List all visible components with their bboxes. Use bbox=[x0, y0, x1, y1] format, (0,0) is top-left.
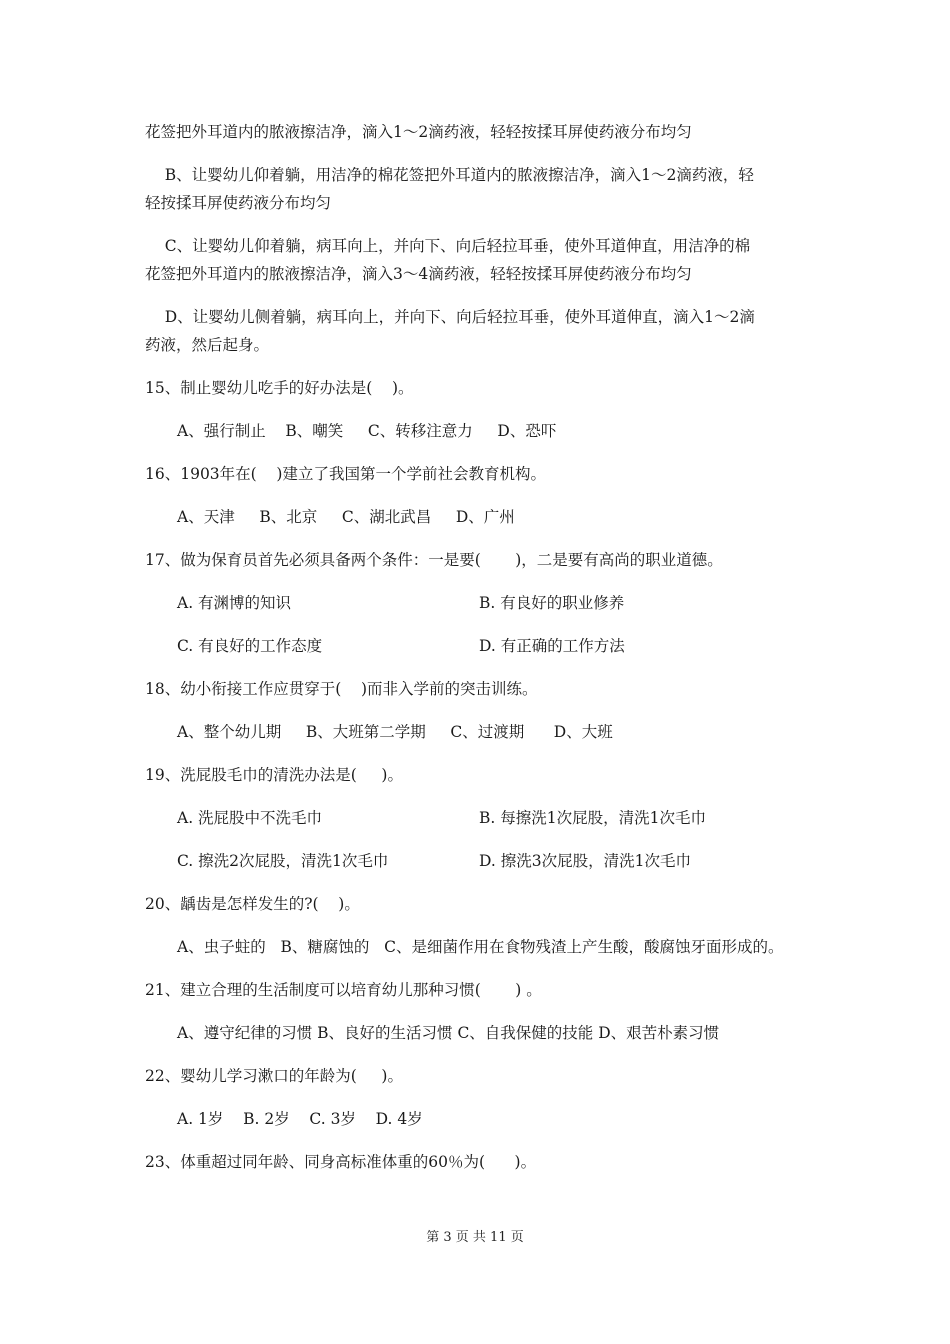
answer-option: A. 有渊博的知识 bbox=[177, 594, 292, 612]
paragraph-line: B、让婴幼儿仰着躺，用洁净的棉花签把外耳道内的脓液擦洁净，滴入1～2滴药液，轻 bbox=[145, 166, 754, 184]
question-stem: 20、龋齿是怎样发生的?( )。 bbox=[145, 895, 360, 913]
block-gap bbox=[145, 617, 825, 632]
block-gap bbox=[145, 746, 825, 761]
paragraph bbox=[145, 232, 825, 288]
question-stem: 18、幼小衔接工作应贯穿于( )而非入学前的突击训练。 bbox=[145, 680, 538, 698]
answer-option: C. 擦洗2次屁股，清洗1次毛巾 bbox=[177, 852, 389, 870]
block-gap bbox=[145, 1004, 825, 1019]
paragraph-line: 药液，然后起身。 bbox=[145, 336, 270, 354]
paragraph bbox=[145, 303, 825, 359]
block-gap bbox=[145, 875, 825, 890]
block-gap bbox=[145, 574, 825, 589]
block-gap bbox=[145, 146, 825, 161]
answer-option-row bbox=[145, 589, 825, 617]
block-gap bbox=[145, 918, 825, 933]
answer-option-row bbox=[145, 632, 825, 660]
page-content bbox=[145, 118, 825, 1176]
answer-options: A、天津 B、北京 C、湖北武昌 D、广州 bbox=[177, 508, 515, 526]
block-gap bbox=[145, 1133, 825, 1148]
question-stem: 17、做为保育员首先必须具备两个条件：一是要( )，二是要有高尚的职业道德。 bbox=[145, 551, 723, 569]
block-gap bbox=[145, 402, 825, 417]
answer-options: A、强行制止 B、嘲笑 C、转移注意力 D、恐吓 bbox=[177, 422, 557, 440]
block-gap bbox=[145, 961, 825, 976]
answer-option: D. 擦洗3次屁股，清洗1次毛巾 bbox=[479, 852, 691, 870]
question-stem: 21、建立合理的生活制度可以培育幼儿那种习惯( ) 。 bbox=[145, 981, 542, 999]
page-footer: 第 3 页 共 11 页 bbox=[426, 1230, 524, 1245]
answer-option: D. 有正确的工作方法 bbox=[479, 637, 625, 655]
block-gap bbox=[145, 1047, 825, 1062]
block-gap bbox=[145, 1090, 825, 1105]
paragraph-line: C、让婴幼儿仰着躺，病耳向上，并向下、向后轻拉耳垂，使外耳道伸直，用洁净的棉 bbox=[145, 237, 751, 255]
block-gap bbox=[145, 703, 825, 718]
answer-options: A、遵守纪律的习惯 B、良好的生活习惯 C、自我保健的技能 D、艰苦朴素习惯 bbox=[177, 1024, 720, 1042]
question-stem: 19、洗屁股毛巾的清洗办法是( )。 bbox=[145, 766, 403, 784]
answer-option-row bbox=[145, 804, 825, 832]
paragraph-line: 花签把外耳道内的脓液擦洁净，滴入3～4滴药液，轻轻按揉耳屏使药液分布均匀 bbox=[145, 265, 692, 283]
answer-option: C. 有良好的工作态度 bbox=[177, 637, 323, 655]
paragraph-line: 花签把外耳道内的脓液擦洁净，滴入1～2滴药液，轻轻按揉耳屏使药液分布均匀 bbox=[145, 123, 692, 141]
paragraph-line: D、让婴幼儿侧着躺，病耳向上，并向下、向后轻拉耳垂，使外耳道伸直，滴入1～2滴 bbox=[145, 308, 755, 326]
block-gap bbox=[145, 832, 825, 847]
answer-option: B. 每擦洗1次屁股，清洗1次毛巾 bbox=[479, 809, 706, 827]
block-gap bbox=[145, 445, 825, 460]
block-gap bbox=[145, 531, 825, 546]
block-gap bbox=[145, 488, 825, 503]
paragraph-line: 轻按揉耳屏使药液分布均匀 bbox=[145, 194, 332, 212]
answer-options: A、虫子蛀的 B、糖腐蚀的 C、是细菌作用在食物残渣上产生酸，酸腐蚀牙面形成的。 bbox=[177, 938, 784, 956]
answer-option: A. 洗屁股中不洗毛巾 bbox=[177, 809, 323, 827]
answer-option: B. 有良好的职业修养 bbox=[479, 594, 625, 612]
question-stem: 23、体重超过同年龄、同身高标准体重的60％为( )。 bbox=[145, 1153, 537, 1171]
block-gap bbox=[145, 359, 825, 374]
paragraph bbox=[145, 161, 825, 217]
question-stem: 15、制止婴幼儿吃手的好办法是( )。 bbox=[145, 379, 414, 397]
block-gap bbox=[145, 660, 825, 675]
paragraph bbox=[145, 118, 825, 146]
question-stem: 22、婴幼儿学习漱口的年龄为( )。 bbox=[145, 1067, 403, 1085]
answer-option-row bbox=[145, 847, 825, 875]
question-stem: 16、1903年在( )建立了我国第一个学前社会教育机构。 bbox=[145, 465, 546, 483]
answer-options: A、整个幼儿期 B、大班第二学期 C、过渡期 D、大班 bbox=[177, 723, 613, 741]
answer-options: A. 1岁 B. 2岁 C. 3岁 D. 4岁 bbox=[177, 1110, 423, 1128]
block-gap bbox=[145, 789, 825, 804]
block-gap bbox=[145, 217, 825, 232]
block-gap bbox=[145, 288, 825, 303]
